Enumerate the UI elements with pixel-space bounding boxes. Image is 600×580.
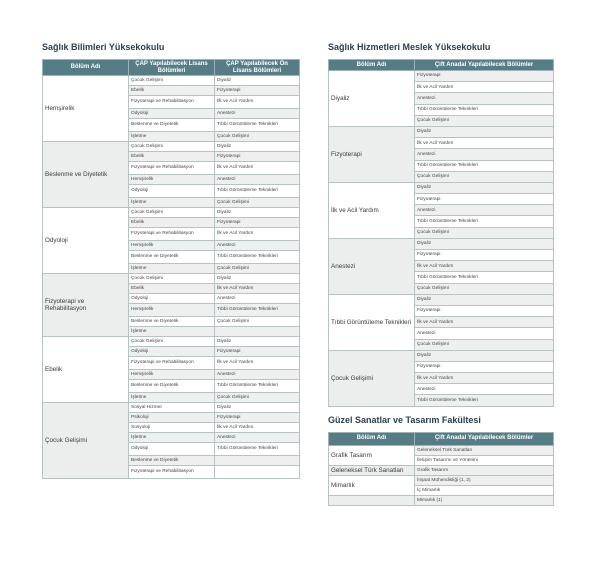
onlisans-cell: Çocuk Gelişimi bbox=[215, 317, 300, 327]
onlisans-cell: Fizyoterapi bbox=[215, 347, 300, 357]
group-name: İlk ve Acil Yardım bbox=[329, 182, 415, 238]
saglik-hizmetleri-body bbox=[329, 71, 554, 407]
onlisans-cell: İlk ve Acil Yardım bbox=[215, 96, 300, 109]
onlisans-cell: Fizyoterapi bbox=[215, 413, 300, 423]
lisans-cell: Hemşirelik bbox=[129, 241, 215, 251]
onlisans-cell: Anestezi bbox=[215, 109, 300, 119]
lisans-cell: Odyoloji bbox=[129, 347, 215, 357]
lisans-cell: Odyoloji bbox=[129, 185, 215, 198]
bolum-cell: İlk ve Acil Yardım bbox=[415, 261, 554, 272]
header-bolum-adi: Bölüm Adı bbox=[43, 60, 129, 76]
onlisans-cell: Çocuk Gelişimi bbox=[215, 264, 300, 274]
lisans-cell: Odyoloji bbox=[129, 109, 215, 119]
bolum-cell: Anestezi bbox=[415, 205, 554, 216]
bolum-cell: Anestezi bbox=[415, 384, 554, 395]
onlisans-cell: Tıbbi Görüntüleme Teknikleri bbox=[215, 304, 300, 317]
lisans-cell: Çocuk Gelişimi bbox=[129, 208, 215, 218]
lisans-cell: Çocuk Gelişimi bbox=[129, 274, 215, 284]
lisans-cell: Sosyoloji bbox=[129, 423, 215, 433]
table-row bbox=[43, 403, 300, 413]
onlisans-cell: Anestezi bbox=[215, 294, 300, 304]
lisans-cell: Beslenme ve Diyetetik bbox=[129, 251, 215, 264]
group-name: Fizyoterapi bbox=[329, 126, 415, 182]
lisans-cell: Sosyal Hizmet bbox=[129, 403, 215, 413]
onlisans-cell: Tıbbi Görüntüleme Teknikleri bbox=[215, 380, 300, 393]
lisans-cell: Fizyoterapi ve Rehabilitasyon bbox=[129, 96, 215, 109]
lisans-cell: İşletme bbox=[129, 327, 215, 337]
lisans-cell: Ebelik bbox=[129, 218, 215, 228]
lisans-cell: Hemşirelik bbox=[129, 175, 215, 185]
lisans-cell: Beslenme ve Diyetetik bbox=[129, 380, 215, 393]
onlisans-cell: Çocuk Gelişimi bbox=[215, 198, 300, 208]
header-cap-onlisans: ÇAP Yapılabilecek Ön Lisans Bölümleri bbox=[215, 60, 300, 76]
group-name: Mimarlık bbox=[329, 475, 415, 495]
bolum-cell: Diyaliz bbox=[415, 350, 554, 361]
onlisans-cell: Anestezi bbox=[215, 433, 300, 443]
onlisans-cell: Anestezi bbox=[215, 241, 300, 251]
bolum-cell: İletişim Tasarımı ve Yönetimi bbox=[415, 455, 554, 465]
bolum-cell: İnşaat Mühendisliği (1, 2) bbox=[415, 475, 554, 485]
table-row bbox=[329, 126, 554, 137]
onlisans-cell: İlk ve Acil Yardım bbox=[215, 357, 300, 370]
table-row bbox=[329, 350, 554, 361]
onlisans-cell: Anestezi bbox=[215, 370, 300, 380]
header-bolum-adi: Bölüm Adı bbox=[329, 432, 415, 445]
bolum-cell: Diyaliz bbox=[415, 238, 554, 249]
onlisans-cell: İlk ve Acil Yardım bbox=[215, 162, 300, 175]
section-title-saglik-hizmetleri: Sağlık Hizmetleri Meslek Yüksekokulu bbox=[328, 42, 491, 52]
bolum-cell: Çocuk Gelişimi bbox=[415, 115, 554, 126]
onlisans-cell: Çocuk Gelişimi bbox=[215, 132, 300, 142]
lisans-cell: Psikoloji bbox=[129, 413, 215, 423]
bolum-cell: Tıbbi Görüntüleme Teknikleri bbox=[415, 104, 554, 115]
saglik-bilimleri-body bbox=[43, 76, 300, 479]
group-name bbox=[329, 495, 415, 505]
lisans-cell: Çocuk Gelişimi bbox=[129, 76, 215, 86]
onlisans-cell: İlk ve Acil Yardım bbox=[215, 284, 300, 294]
bolum-cell: Çocuk Gelişimi bbox=[415, 339, 554, 350]
group-name: Fizyoterapi ve Rehabilitasyon bbox=[43, 274, 129, 337]
onlisans-cell bbox=[215, 466, 300, 479]
guzel-sanatlar-table bbox=[328, 432, 554, 506]
group-name: Ebelik bbox=[43, 337, 129, 403]
lisans-cell: İşletme bbox=[129, 393, 215, 403]
onlisans-cell: Anestezi bbox=[215, 175, 300, 185]
group-name: Çocuk Gelişimi bbox=[329, 350, 415, 406]
onlisans-cell: Çocuk Gelişimi bbox=[215, 393, 300, 403]
lisans-cell: Hemşirelik bbox=[129, 370, 215, 380]
onlisans-cell: Tıbbi Görüntüleme Teknikleri bbox=[215, 119, 300, 132]
lisans-cell: İşletme bbox=[129, 198, 215, 208]
table-row bbox=[329, 495, 554, 505]
table-row bbox=[43, 142, 300, 152]
bolum-cell: Tıbbi Görüntüleme Teknikleri bbox=[415, 272, 554, 283]
table-row bbox=[329, 465, 554, 475]
bolum-cell: Diyaliz bbox=[415, 294, 554, 305]
onlisans-cell: İlk ve Acil Yardım bbox=[215, 228, 300, 241]
lisans-cell: Hemşirelik bbox=[129, 304, 215, 317]
table-row bbox=[329, 294, 554, 305]
lisans-cell: Beslenme ve Diyetetik bbox=[129, 317, 215, 327]
bolum-cell: Çocuk Gelişimi bbox=[415, 227, 554, 238]
bolum-cell: İlk ve Acil Yardım bbox=[415, 317, 554, 328]
lisans-cell: İşletme bbox=[129, 132, 215, 142]
group-name: Hemşirelik bbox=[43, 76, 129, 142]
onlisans-cell: Tıbbi Görüntüleme Teknikleri bbox=[215, 251, 300, 264]
group-name: Odyoloji bbox=[43, 208, 129, 274]
lisans-cell: Çocuk Gelişimi bbox=[129, 142, 215, 152]
bolum-cell: Tıbbi Görüntüleme Teknikleri bbox=[415, 395, 554, 406]
saglik-hizmetleri-table bbox=[328, 59, 554, 407]
bolum-cell: Fizyoterapi bbox=[415, 250, 554, 261]
onlisans-cell: Diyaliz bbox=[215, 274, 300, 284]
group-name: Grafik Tasarım bbox=[329, 445, 415, 465]
group-name: Tıbbi Görüntüleme Teknikleri bbox=[329, 294, 415, 350]
bolum-cell: Mimarlık (1) bbox=[415, 495, 554, 505]
table-row bbox=[43, 76, 300, 86]
bolum-cell: Diyaliz bbox=[415, 182, 554, 193]
onlisans-cell: Tıbbi Görüntüleme Teknikleri bbox=[215, 443, 300, 456]
table-row bbox=[43, 337, 300, 347]
onlisans-cell: Tıbbi Görüntüleme Teknikleri bbox=[215, 185, 300, 198]
bolum-cell: İlk ve Acil Yardım bbox=[415, 82, 554, 93]
onlisans-cell: Fizyoterapi bbox=[215, 86, 300, 96]
bolum-cell: İç Mimarlık bbox=[415, 485, 554, 495]
header-cift-anadal: Çift Anadal Yapılabilecek Bölümler bbox=[415, 432, 554, 445]
table-row bbox=[329, 71, 554, 82]
onlisans-cell: Diyaliz bbox=[215, 208, 300, 218]
section-title-saglik-bilimleri: Sağlık Bilimleri Yüksekokulu bbox=[42, 42, 165, 52]
lisans-cell: Ebelik bbox=[129, 152, 215, 162]
onlisans-cell bbox=[215, 327, 300, 337]
bolum-cell: İlk ve Acil Yardım bbox=[415, 373, 554, 384]
bolum-cell: Anestezi bbox=[415, 93, 554, 104]
group-name: Anestezi bbox=[329, 238, 415, 294]
bolum-cell: Anestezi bbox=[415, 328, 554, 339]
bolum-cell: Çocuk Gelişimi bbox=[415, 283, 554, 294]
bolum-cell: Fizyoterapi bbox=[415, 361, 554, 372]
lisans-cell: Ebelik bbox=[129, 86, 215, 96]
bolum-cell: Geleneksel Türk Sanatları bbox=[415, 445, 554, 455]
lisans-cell: Odyoloji bbox=[129, 443, 215, 456]
bolum-cell: Grafik Tasarım bbox=[415, 465, 554, 475]
bolum-cell: İlk ve Acil Yardım bbox=[415, 138, 554, 149]
lisans-cell: Çocuk Gelişimi bbox=[129, 337, 215, 347]
saglik-bilimleri-table bbox=[42, 59, 300, 479]
lisans-cell: Ebelik bbox=[129, 284, 215, 294]
left-column bbox=[42, 42, 299, 479]
onlisans-cell: Fizyoterapi bbox=[215, 218, 300, 228]
table-row bbox=[329, 238, 554, 249]
lisans-cell: Fizyoterapi ve Rehabilitasyon bbox=[129, 357, 215, 370]
right-column bbox=[328, 42, 553, 506]
group-name: Çocuk Gelişimi bbox=[43, 403, 129, 479]
onlisans-cell bbox=[215, 456, 300, 466]
bolum-cell: Tıbbi Görüntüleme Teknikleri bbox=[415, 160, 554, 171]
group-name: Beslenme ve Diyetetik bbox=[43, 142, 129, 208]
onlisans-cell: Diyaliz bbox=[215, 403, 300, 413]
lisans-cell: Fizyoterapi ve Rehabilitasyon bbox=[129, 228, 215, 241]
table-row bbox=[329, 445, 554, 455]
table-row bbox=[43, 274, 300, 284]
onlisans-cell: İlk ve Acil Yardım bbox=[215, 423, 300, 433]
lisans-cell: İşletme bbox=[129, 433, 215, 443]
group-name: Diyaliz bbox=[329, 71, 415, 127]
header-bolum-adi: Bölüm Adı bbox=[329, 60, 415, 71]
table-row bbox=[329, 182, 554, 193]
bolum-cell: Diyaliz bbox=[415, 126, 554, 137]
section-title-guzel-sanatlar: Güzel Sanatlar ve Tasarım Fakültesi bbox=[328, 414, 481, 425]
bolum-cell: Tıbbi Görüntüleme Teknikleri bbox=[415, 216, 554, 227]
bolum-cell: Fizyoterapi bbox=[415, 305, 554, 316]
onlisans-cell: Diyaliz bbox=[215, 337, 300, 347]
table-row bbox=[43, 208, 300, 218]
lisans-cell: Beslenme ve Diyetetik bbox=[129, 456, 215, 466]
onlisans-cell: Diyaliz bbox=[215, 76, 300, 86]
lisans-cell: Fizyoterapi ve Rehabilitasyon bbox=[129, 162, 215, 175]
onlisans-cell: Diyaliz bbox=[215, 142, 300, 152]
lisans-cell: Odyoloji bbox=[129, 294, 215, 304]
header-cap-lisans: ÇAP Yapılabilecek Lisans Bölümleri bbox=[129, 60, 215, 76]
lisans-cell: Fizyoterapi ve Rehabilitasyon bbox=[129, 466, 215, 479]
bolum-cell: Fizyoterapi bbox=[415, 71, 554, 82]
bolum-cell: Anestezi bbox=[415, 149, 554, 160]
lisans-cell: İşletme bbox=[129, 264, 215, 274]
header-cift-anadal: Çift Anadal Yapılabilecek Bölümler bbox=[415, 60, 554, 71]
lisans-cell: Beslenme ve Diyetetik bbox=[129, 119, 215, 132]
group-name: Geleneksel Türk Sanatları bbox=[329, 465, 415, 475]
bolum-cell: Çocuk Gelişimi bbox=[415, 171, 554, 182]
table-row bbox=[329, 475, 554, 485]
bolum-cell: Fizyoterapi bbox=[415, 194, 554, 205]
guzel-sanatlar-body bbox=[329, 445, 554, 505]
onlisans-cell: Fizyoterapi bbox=[215, 152, 300, 162]
